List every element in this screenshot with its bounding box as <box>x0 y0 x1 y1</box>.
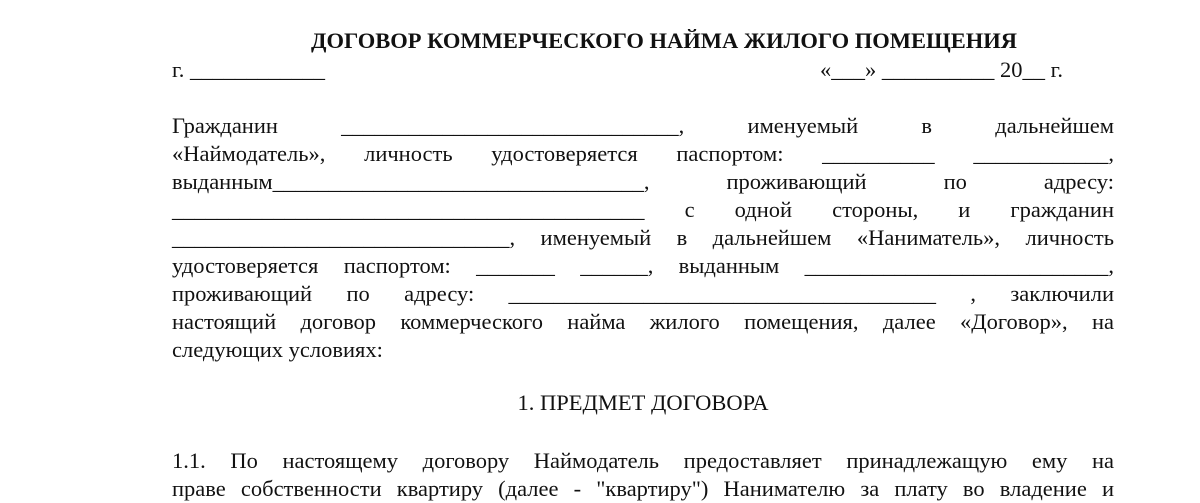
paragraph-line: ______________________________, именуемый в дальнейшем «Наниматель», личность <box>172 225 1114 250</box>
paragraph-line: следующих условиях: <box>172 337 383 362</box>
clause-line: праве собственности квартиру (далее - "квартиру") Нанимателю за плату во владение и <box>172 476 1114 501</box>
paragraph-line: Гражданин ______________________________, именуемый в дальнейшем <box>172 113 1114 138</box>
paragraph-line: удостоверяется паспортом: _______ ______, выданным ___________________________, <box>172 253 1114 278</box>
paragraph-line: настоящий договор коммерческого найма жилого помещения, далее «Договор», на <box>172 309 1114 334</box>
paragraph-line: проживающий по адресу: ______________________________________ , заключили <box>172 281 1114 306</box>
date-line: «___» __________ 20__ г. <box>820 57 1063 82</box>
city-line: г. ____________ <box>172 57 325 82</box>
document-title: ДОГОВОР КОММЕРЧЕСКОГО НАЙМА ЖИЛОГО ПОМЕЩЕНИЯ <box>311 28 1017 53</box>
clause-line: 1.1. По настоящему договору Наймодатель предоставляет принадлежащую ему на <box>172 448 1114 473</box>
paragraph-line: __________________________________________ с одной стороны, и гражданин <box>172 197 1114 222</box>
paragraph-line: выданным_________________________________, проживающий по адресу: <box>172 169 1114 194</box>
section-heading: 1. ПРЕДМЕТ ДОГОВОРА <box>517 390 769 415</box>
paragraph-line: «Наймодатель», личность удостоверяется паспортом: __________ ____________, <box>172 141 1114 166</box>
